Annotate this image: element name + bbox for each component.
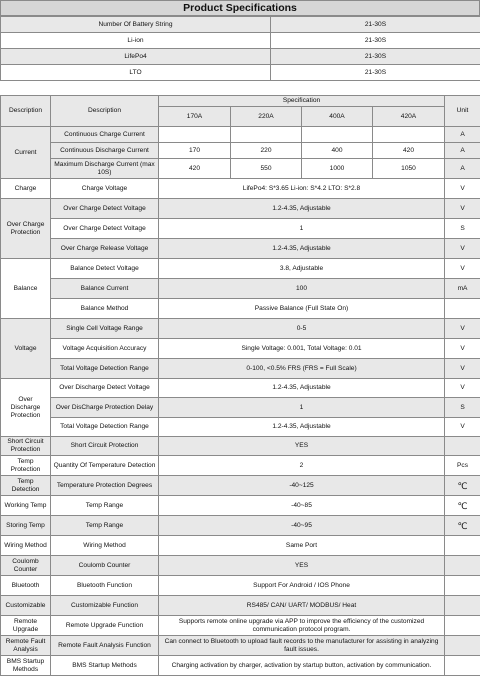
row-label: Balance Method xyxy=(51,299,159,319)
table-row xyxy=(1,65,480,81)
table-row xyxy=(1,127,480,143)
row-unit: V xyxy=(445,239,480,259)
row-label: Number Of Battery String xyxy=(1,17,271,33)
row-value: RS485/ CAN/ UART/ MODBUS/ Heat xyxy=(159,596,445,616)
row-label: Single Cell Voltage Range xyxy=(51,319,159,339)
table-row xyxy=(1,516,480,536)
row-value: Charging activation by charger, activation by startup button, activation by communication. xyxy=(159,656,445,676)
row-label: Quantity Of Temperature Detection xyxy=(51,456,159,476)
row-label: Short Circuit Protection xyxy=(51,437,159,456)
table-row xyxy=(1,179,480,199)
category-over-discharge: Over Discharge Protection xyxy=(1,379,51,437)
row-unit: A xyxy=(445,143,480,159)
row-label: Voltage Acquisition Accuracy xyxy=(51,339,159,359)
row-value: 220 xyxy=(231,143,302,159)
row-value: Supports remote online upgrade via APP to improve the efficiency of the customized communication protocol program. xyxy=(159,616,445,636)
header-current-400a: 400A xyxy=(302,107,373,127)
row-label: Li-ion xyxy=(1,33,271,49)
table-row xyxy=(1,536,480,556)
table-row xyxy=(1,456,480,476)
table-row xyxy=(1,319,480,339)
header-specification: Specification xyxy=(159,96,445,107)
table-row xyxy=(1,496,480,516)
header-unit: Unit xyxy=(445,96,480,127)
category-balance: Balance xyxy=(1,259,51,319)
row-value: 21-30S xyxy=(271,65,480,81)
row-label: LTO xyxy=(1,65,271,81)
category-voltage: Voltage xyxy=(1,319,51,379)
row-label: Remote Fault Analysis Function xyxy=(51,636,159,656)
row-value: -40~95 xyxy=(159,516,445,536)
table-row xyxy=(1,556,480,576)
page-title: Product Specifications xyxy=(0,0,480,16)
row-unit: mA xyxy=(445,279,480,299)
row-unit xyxy=(445,596,480,616)
row-label: Customizable Function xyxy=(51,596,159,616)
row-unit: V xyxy=(445,199,480,219)
row-unit: ℃ xyxy=(445,476,480,496)
row-value: 420 xyxy=(373,143,445,159)
row-label: Continuous Charge Current xyxy=(51,127,159,143)
table-row xyxy=(1,636,480,656)
table-row xyxy=(1,159,480,179)
row-value: 1.2-4.35, Adjustable xyxy=(159,199,445,219)
table-row xyxy=(1,596,480,616)
category-over-charge: Over Charge Protection xyxy=(1,199,51,259)
row-value: 3.8, Adjustable xyxy=(159,259,445,279)
header-current-220a: 220A xyxy=(231,107,302,127)
table-row xyxy=(1,379,480,398)
row-value: Same Port xyxy=(159,536,445,556)
table-row xyxy=(1,359,480,379)
table-row xyxy=(1,339,480,359)
row-unit: V xyxy=(445,259,480,279)
row-value: Single Voltage: 0.001, Total Voltage: 0.01 xyxy=(159,339,445,359)
table-row xyxy=(1,199,480,219)
row-label: LifePo4 xyxy=(1,49,271,65)
row-value: Can connect to Bluetooth to upload fault records to the manufacturer for assisting in analyzing fault issues. xyxy=(159,636,445,656)
row-value: 1.2-4.35, Adjustable xyxy=(159,239,445,259)
row-value: -40~85 xyxy=(159,496,445,516)
row-value: 170 xyxy=(159,143,231,159)
row-value: 21-30S xyxy=(271,17,480,33)
table-row xyxy=(1,279,480,299)
row-value: 21-30S xyxy=(271,49,480,65)
row-unit: Pcs xyxy=(445,456,480,476)
row-unit xyxy=(445,656,480,676)
row-value: Passive Balance (Full State On) xyxy=(159,299,445,319)
row-unit: ℃ xyxy=(445,496,480,516)
header-description: Description xyxy=(1,96,51,127)
row-value: 550 xyxy=(231,159,302,179)
row-label: Maximum Discharge Current (max 10S) xyxy=(51,159,159,179)
category-storing-temp: Storing Temp xyxy=(1,516,51,536)
row-unit: V xyxy=(445,319,480,339)
row-label: Temp Range xyxy=(51,516,159,536)
row-value: 100 xyxy=(159,279,445,299)
row-label: Coulomb Counter xyxy=(51,556,159,576)
row-unit: S xyxy=(445,219,480,239)
row-unit: ℃ xyxy=(445,516,480,536)
row-unit: S xyxy=(445,398,480,418)
row-unit xyxy=(445,437,480,456)
row-value: LifePo4: S*3.65 Li-ion: S*4.2 LTO: S*2.8 xyxy=(159,179,445,199)
row-label: BMS Startup Methods xyxy=(51,656,159,676)
row-unit: V xyxy=(445,418,480,437)
row-value: 1.2-4.35, Adjustable xyxy=(159,379,445,398)
row-unit xyxy=(445,556,480,576)
table-row xyxy=(1,576,480,596)
table-header-row xyxy=(1,96,480,107)
table-row xyxy=(1,437,480,456)
spec-table xyxy=(0,95,480,676)
row-label: Remote Upgrade Function xyxy=(51,616,159,636)
table-row xyxy=(1,49,480,65)
row-label: Charge Voltage xyxy=(51,179,159,199)
table-row xyxy=(1,418,480,437)
table-row xyxy=(1,239,480,259)
row-value: YES xyxy=(159,556,445,576)
row-label: Over Charge Detect Voltage xyxy=(51,219,159,239)
category-bluetooth: Bluetooth xyxy=(1,576,51,596)
row-label: Temp Range xyxy=(51,496,159,516)
category-coulomb: Coulomb Counter xyxy=(1,556,51,576)
category-bms-startup: BMS Startup Methods xyxy=(1,656,51,676)
row-unit xyxy=(445,536,480,556)
row-value: 0-5 xyxy=(159,319,445,339)
row-value: 1 xyxy=(159,219,445,239)
row-value: 1000 xyxy=(302,159,373,179)
table-row xyxy=(1,476,480,496)
row-label: Over Charge Release Voltage xyxy=(51,239,159,259)
table-row xyxy=(1,17,480,33)
row-unit xyxy=(445,616,480,636)
row-label: Wiring Method xyxy=(51,536,159,556)
category-wiring: Wiring Method xyxy=(1,536,51,556)
row-unit: V xyxy=(445,359,480,379)
table-row xyxy=(1,259,480,279)
row-value: 0-100, <0.5% FRS (FRS = Full Scale) xyxy=(159,359,445,379)
row-label: Balance Current xyxy=(51,279,159,299)
category-temp-protection: Temp Protection xyxy=(1,456,51,476)
category-temp-detection: Temp Detection xyxy=(1,476,51,496)
row-unit: A xyxy=(445,159,480,179)
table-row xyxy=(1,33,480,49)
row-label: Total Voltage Detection Range xyxy=(51,359,159,379)
row-value: 1 xyxy=(159,398,445,418)
table-row xyxy=(1,143,480,159)
row-value: 420 xyxy=(159,159,231,179)
row-label: Continuous Discharge Current xyxy=(51,143,159,159)
row-unit: V xyxy=(445,379,480,398)
row-unit: V xyxy=(445,179,480,199)
row-label: Temperature Protection Degrees xyxy=(51,476,159,496)
row-value: 400 xyxy=(302,143,373,159)
table-row xyxy=(1,219,480,239)
category-current: Current xyxy=(1,127,51,179)
row-value: -40~125 xyxy=(159,476,445,496)
header-description-2: Description xyxy=(51,96,159,127)
row-unit xyxy=(445,299,480,319)
table-row xyxy=(1,616,480,636)
row-unit xyxy=(445,576,480,596)
category-working-temp: Working Temp xyxy=(1,496,51,516)
table-row xyxy=(1,398,480,418)
row-label: Over DisCharge Protection Delay xyxy=(51,398,159,418)
row-label: Over Discharge Detect Voltage xyxy=(51,379,159,398)
category-remote-fault: Remote Fault Analysis xyxy=(1,636,51,656)
row-label: Balance Detect Voltage xyxy=(51,259,159,279)
table-row xyxy=(1,656,480,676)
row-value: YES xyxy=(159,437,445,456)
battery-string-table xyxy=(0,16,480,81)
category-charge: Charge xyxy=(1,179,51,199)
row-value: Support For Android / IOS Phone xyxy=(159,576,445,596)
header-current-420a: 420A xyxy=(373,107,445,127)
row-value: 2 xyxy=(159,456,445,476)
row-unit: A xyxy=(445,127,480,143)
category-customizable: Customizable xyxy=(1,596,51,616)
category-short-circuit: Short Circuit Protection xyxy=(1,437,51,456)
table-row xyxy=(1,299,480,319)
row-label: Bluetooth Function xyxy=(51,576,159,596)
row-unit: V xyxy=(445,339,480,359)
row-label: Over Charge Detect Voltage xyxy=(51,199,159,219)
row-value: 21-30S xyxy=(271,33,480,49)
row-label: Total Voltage Detection Range xyxy=(51,418,159,437)
category-remote-upgrade: Remote Upgrade xyxy=(1,616,51,636)
row-value: 1050 xyxy=(373,159,445,179)
row-value: 1.2-4.35, Adjustable xyxy=(159,418,445,437)
row-unit xyxy=(445,636,480,656)
header-current-170a: 170A xyxy=(159,107,231,127)
